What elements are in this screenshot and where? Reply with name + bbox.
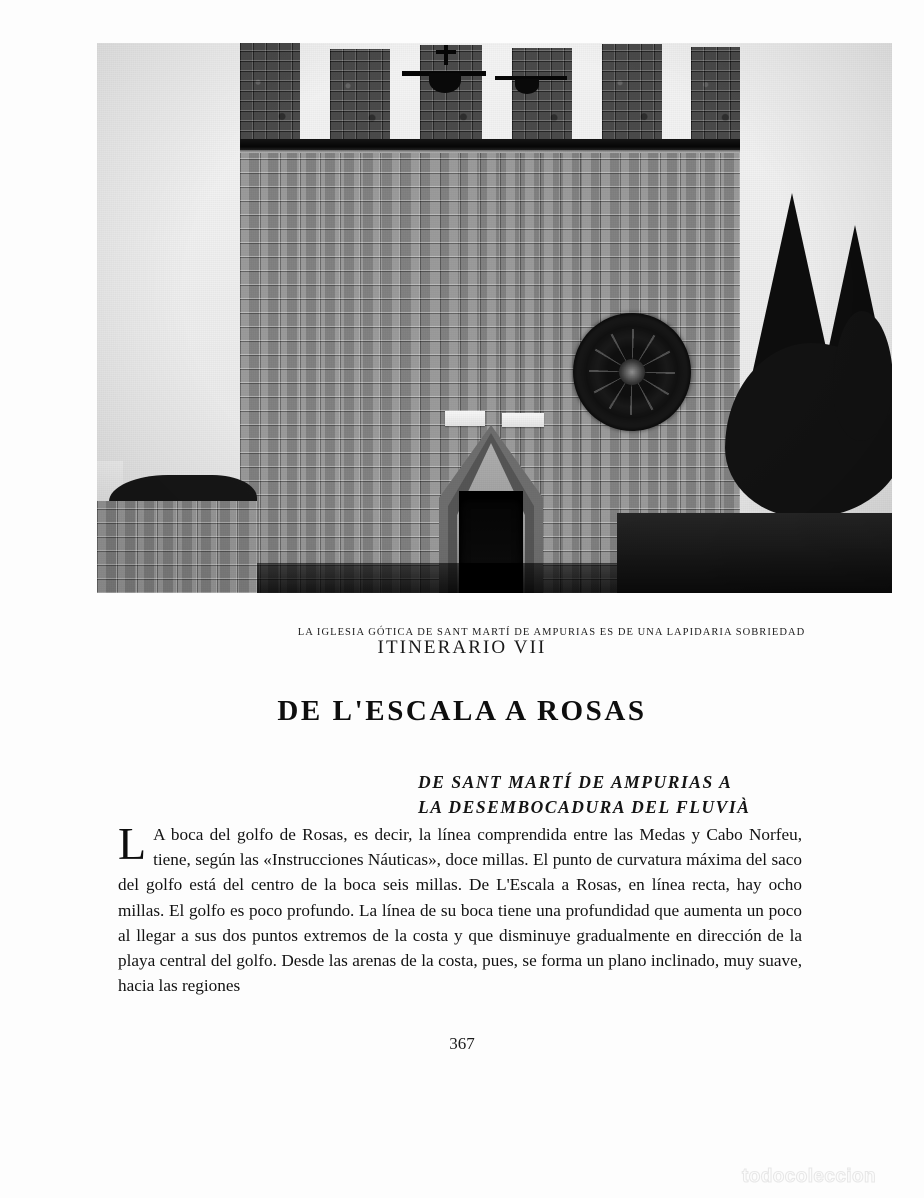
merlon bbox=[602, 44, 662, 141]
merlon bbox=[512, 48, 572, 141]
inscription-plaque bbox=[445, 411, 485, 426]
merlon bbox=[330, 49, 390, 141]
cross-finial-icon bbox=[436, 50, 456, 54]
merlon bbox=[240, 43, 300, 141]
cornice-band bbox=[240, 139, 740, 150]
todocoleccion-watermark: todocoleccion bbox=[742, 1166, 876, 1187]
section-subtitle-line-1: DE SANT MARTÍ DE AMPURIAS A bbox=[418, 771, 733, 792]
chapter-title: DE L'ESCALA A ROSAS bbox=[277, 695, 647, 728]
photo-figure bbox=[97, 43, 892, 638]
rose-window-hub bbox=[619, 359, 645, 385]
merlon bbox=[420, 45, 482, 141]
cross-finial-icon bbox=[444, 45, 448, 65]
tree-foliage-mass bbox=[833, 311, 892, 441]
rose-window bbox=[573, 313, 691, 431]
terrace-stone-wall bbox=[97, 501, 257, 593]
foreground-ground-right bbox=[617, 513, 892, 593]
photo-caption: LA IGLESIA GÓTICA DE SANT MARTÍ DE AMPURIAS ES DE UNA LAPIDARIA SOBRIEDAD bbox=[297, 627, 806, 638]
section-subtitle-line-2: LA DESEMBOCADURA DEL FLUVIÀ bbox=[418, 796, 751, 817]
body-text-block bbox=[118, 818, 802, 998]
drop-cap: L bbox=[118, 818, 147, 869]
church-tower-photograph bbox=[97, 43, 892, 593]
page-number: 367 bbox=[449, 1034, 475, 1053]
merlon bbox=[691, 47, 740, 141]
itinerary-label: ITINERARIO VII bbox=[377, 637, 547, 658]
tower-base-shadow bbox=[240, 563, 620, 593]
section-subtitle bbox=[418, 770, 818, 820]
body-paragraph: A boca del golfo de Rosas, es decir, la línea comprendida entre las Medas y Cabo Norfeu, tiene, según las «Instrucciones Náuticas», doce millas. El punto de curvatura máxima del saco del golfo está del centro de la boca seis millas. De L'Escala a Rosas, en línea recta, hay ocho millas. El golfo es poco profundo. La línea de su boca tiene una profundidad que aumenta un poco al llegar a sus dos puntos extremos de la costa y que disminuye gradualmente en dirección de la playa central del golfo. Desde las arenas de la costa, pues, se forma un plano inclinado, muy suave, hacia las regiones bbox=[118, 825, 802, 996]
